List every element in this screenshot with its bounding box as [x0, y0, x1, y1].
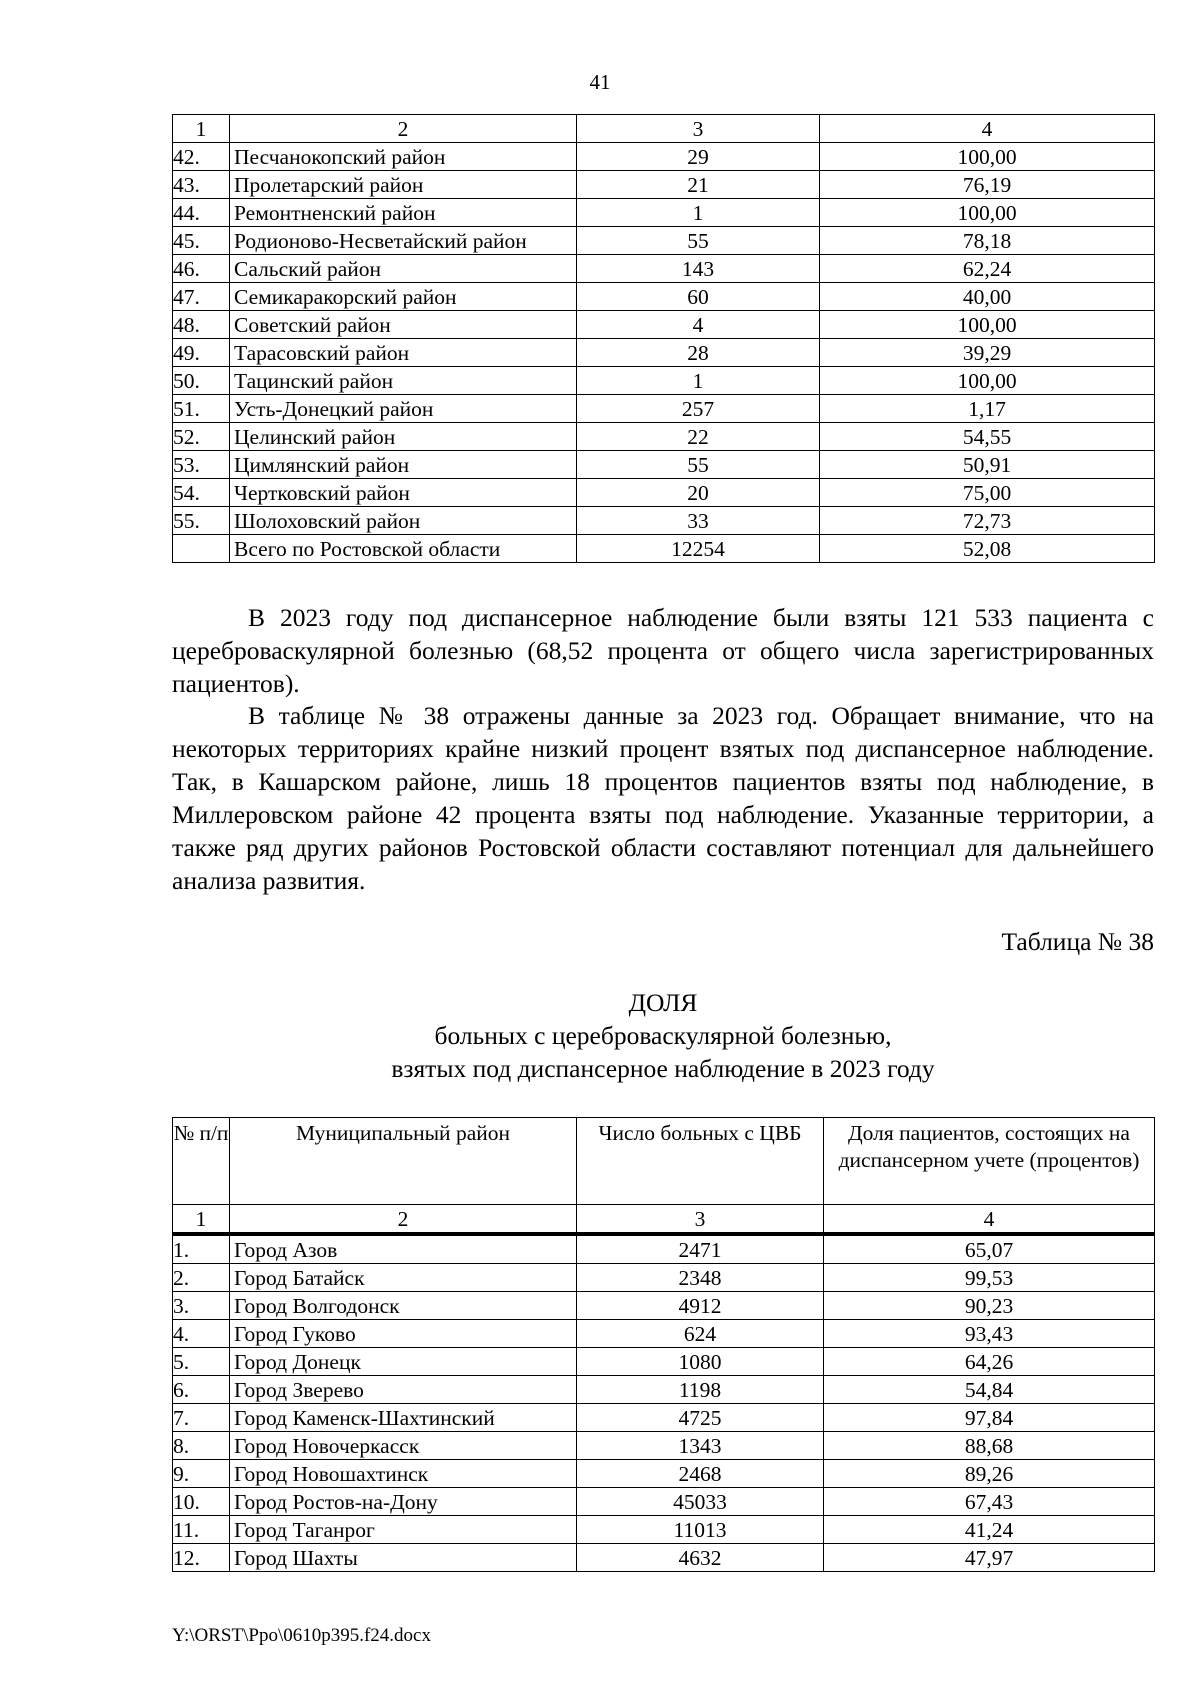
table-row: [173, 451, 1155, 479]
patient-count: 4632: [577, 1544, 824, 1572]
share-percent: 64,26: [824, 1348, 1155, 1376]
patient-count: 29: [577, 143, 820, 171]
table-row: [173, 143, 1155, 171]
row-number: 50.: [173, 367, 230, 395]
share-percent: 40,00: [820, 283, 1155, 311]
share-percent: 72,73: [820, 507, 1155, 535]
row-number: 6.: [173, 1376, 230, 1404]
patient-count: 1: [577, 367, 820, 395]
patient-count: 33: [577, 507, 820, 535]
table-row: [173, 507, 1155, 535]
table-continuation: [172, 114, 1155, 563]
paragraph-1-text: В 2023 году под диспансерное наблюдение были взяты 121 533 пациента с цереброваскулярной болезнью (68,52 процента от общего числа зарегистрированных пациентов).: [172, 603, 1154, 698]
row-number: 49.: [173, 339, 230, 367]
row-number: 52.: [173, 423, 230, 451]
patient-count: 4725: [577, 1404, 824, 1432]
share-percent: 93,43: [824, 1320, 1155, 1348]
share-percent: 1,17: [820, 395, 1155, 423]
col-header-share: Доля пациентов, состоящих на диспансерном учете (процентов): [824, 1118, 1155, 1205]
share-percent: 100,00: [820, 311, 1155, 339]
patient-count: 12254: [577, 535, 820, 563]
share-percent: 89,26: [824, 1460, 1155, 1488]
patient-count: 1198: [577, 1376, 824, 1404]
table-caption-line-1: больных с цереброваскулярной болезнью,: [434, 1021, 892, 1050]
row-number: 47.: [173, 283, 230, 311]
patient-count: 624: [577, 1320, 824, 1348]
patient-count: 21: [577, 171, 820, 199]
row-number: 2.: [173, 1264, 230, 1292]
district-name: Город Каменск-Шахтинский: [230, 1404, 577, 1432]
table-continuation-body: [173, 115, 1155, 563]
col-index-1: 1: [173, 1205, 230, 1235]
row-number: 11.: [173, 1516, 230, 1544]
col-header-count: Число больных с ЦВБ: [577, 1118, 824, 1205]
share-percent: 52,08: [820, 535, 1155, 563]
row-number: 4.: [173, 1320, 230, 1348]
district-name: Родионово-Несветайский район: [230, 227, 577, 255]
paragraph-2-text: В таблице № 38 отражены данные за 2023 год. Обращает внимание, что на некоторых территориях крайне низкий процент взятых под диспансерное наблюдение. Так, в Кашарском районе, лишь 18 процентов пациентов взяты под наблюдение, в Миллеровском районе 42 процента взяты под наблюдение. Указанные территории, а также ряд других районов Ростовской области составляют потенциал для дальнейшего анализа развития.: [172, 701, 1154, 895]
table-row: [173, 339, 1155, 367]
district-name: Пролетарский район: [230, 171, 577, 199]
share-percent: 100,00: [820, 367, 1155, 395]
table-row: [173, 1460, 1155, 1488]
patient-count: 2471: [577, 1234, 824, 1264]
table-38: [172, 1117, 1155, 1572]
row-number: [173, 535, 230, 563]
table-row: [173, 1516, 1155, 1544]
col-index-4: 4: [824, 1205, 1155, 1235]
patient-count: 143: [577, 255, 820, 283]
share-percent: 39,29: [820, 339, 1155, 367]
patient-count: 45033: [577, 1488, 824, 1516]
row-number: 43.: [173, 171, 230, 199]
share-percent: 41,24: [824, 1516, 1155, 1544]
paragraph-1: [172, 601, 1154, 700]
table-38-body: [173, 1205, 1155, 1572]
table-index-row: [173, 1205, 1155, 1235]
col-header-number: № п/п: [173, 1118, 230, 1205]
row-number: 51.: [173, 395, 230, 423]
col-index-3: 3: [577, 115, 820, 143]
row-number: 10.: [173, 1488, 230, 1516]
district-name: Город Волгодонск: [230, 1292, 577, 1320]
patient-count: 55: [577, 227, 820, 255]
patient-count: 1343: [577, 1432, 824, 1460]
table-row: [173, 1292, 1155, 1320]
district-name: Семикаракорский район: [230, 283, 577, 311]
district-name: Ремонтненский район: [230, 199, 577, 227]
share-percent: 75,00: [820, 479, 1155, 507]
district-name: Город Батайск: [230, 1264, 577, 1292]
patient-count: 11013: [577, 1516, 824, 1544]
col-index-4: 4: [820, 115, 1155, 143]
share-percent: 78,18: [820, 227, 1155, 255]
patient-count: 20: [577, 479, 820, 507]
district-name: Песчанокопский район: [230, 143, 577, 171]
district-name: Город Новошахтинск: [230, 1460, 577, 1488]
table-row: [173, 1234, 1155, 1264]
table-caption-title: ДОЛЯ: [628, 988, 698, 1017]
table-row: [173, 367, 1155, 395]
district-name: Город Зверево: [230, 1376, 577, 1404]
district-name: Шолоховский район: [230, 507, 577, 535]
table-row: [173, 1348, 1155, 1376]
col-index-2: 2: [230, 115, 577, 143]
patient-count: 1: [577, 199, 820, 227]
share-percent: 50,91: [820, 451, 1155, 479]
row-number: 42.: [173, 143, 230, 171]
row-number: 9.: [173, 1460, 230, 1488]
district-name: Город Таганрог: [230, 1516, 577, 1544]
share-percent: 54,55: [820, 423, 1155, 451]
patient-count: 4912: [577, 1292, 824, 1320]
district-name: Всего по Ростовской области: [230, 535, 577, 563]
table-row: [173, 1376, 1155, 1404]
patient-count: 22: [577, 423, 820, 451]
share-percent: 100,00: [820, 143, 1155, 171]
table-row: [173, 199, 1155, 227]
col-index-3: 3: [577, 1205, 824, 1235]
patient-count: 28: [577, 339, 820, 367]
page-number: 41: [589, 70, 611, 94]
table-index-row: [173, 115, 1155, 143]
district-name: Усть-Донецкий район: [230, 395, 577, 423]
row-number: 45.: [173, 227, 230, 255]
district-name: Цимлянский район: [230, 451, 577, 479]
table-row: [173, 1320, 1155, 1348]
col-index-2: 2: [230, 1205, 577, 1235]
share-percent: 67,43: [824, 1488, 1155, 1516]
col-header-district: Муниципальный район: [230, 1118, 577, 1205]
table-row: [173, 1404, 1155, 1432]
patient-count: 60: [577, 283, 820, 311]
patient-count: 4: [577, 311, 820, 339]
share-percent: 88,68: [824, 1432, 1155, 1460]
district-name: Город Азов: [230, 1234, 577, 1264]
patient-count: 2468: [577, 1460, 824, 1488]
table-row: [173, 1488, 1155, 1516]
district-name: Город Шахты: [230, 1544, 577, 1572]
table-row: [173, 1432, 1155, 1460]
row-number: 5.: [173, 1348, 230, 1376]
district-name: Город Новочеркасск: [230, 1432, 577, 1460]
table-row: [173, 311, 1155, 339]
district-name: Город Гуково: [230, 1320, 577, 1348]
district-name: Город Ростов-на-Дону: [230, 1488, 577, 1516]
table-row: [173, 227, 1155, 255]
district-name: Тарасовский район: [230, 339, 577, 367]
table-header-row: [173, 1118, 1155, 1205]
share-percent: 76,19: [820, 171, 1155, 199]
district-name: Тацинский район: [230, 367, 577, 395]
row-number: 3.: [173, 1292, 230, 1320]
share-percent: 47,97: [824, 1544, 1155, 1572]
row-number: 54.: [173, 479, 230, 507]
table-row: [173, 535, 1155, 563]
share-percent: 99,53: [824, 1264, 1155, 1292]
row-number: 1.: [173, 1234, 230, 1264]
file-path-footer: Y:\ORST\Ppo\0610p395.f24.docx: [172, 1625, 431, 1646]
share-percent: 100,00: [820, 199, 1155, 227]
district-name: Город Донецк: [230, 1348, 577, 1376]
table-row: [173, 255, 1155, 283]
table-row: [173, 479, 1155, 507]
patient-count: 55: [577, 451, 820, 479]
row-number: 48.: [173, 311, 230, 339]
row-number: 7.: [173, 1404, 230, 1432]
table-row: [173, 171, 1155, 199]
row-number: 55.: [173, 507, 230, 535]
share-percent: 97,84: [824, 1404, 1155, 1432]
col-index-1: 1: [173, 115, 230, 143]
share-percent: 54,84: [824, 1376, 1155, 1404]
row-number: 12.: [173, 1544, 230, 1572]
patient-count: 1080: [577, 1348, 824, 1376]
patient-count: 257: [577, 395, 820, 423]
row-number: 8.: [173, 1432, 230, 1460]
row-number: 53.: [173, 451, 230, 479]
share-percent: 65,07: [824, 1234, 1155, 1264]
table-row: [173, 395, 1155, 423]
table-row: [173, 1264, 1155, 1292]
table-number-label: Таблица № 38: [1001, 927, 1154, 956]
district-name: Советский район: [230, 311, 577, 339]
table-row: [173, 283, 1155, 311]
share-percent: 62,24: [820, 255, 1155, 283]
table-caption-line-2: взятых под диспансерное наблюдение в 2023 году: [391, 1054, 935, 1083]
district-name: Целинский район: [230, 423, 577, 451]
paragraph-2: [172, 699, 1154, 897]
district-name: Сальский район: [230, 255, 577, 283]
patient-count: 2348: [577, 1264, 824, 1292]
share-percent: 90,23: [824, 1292, 1155, 1320]
table-row: [173, 1544, 1155, 1572]
row-number: 44.: [173, 199, 230, 227]
row-number: 46.: [173, 255, 230, 283]
district-name: Чертковский район: [230, 479, 577, 507]
table-row: [173, 423, 1155, 451]
